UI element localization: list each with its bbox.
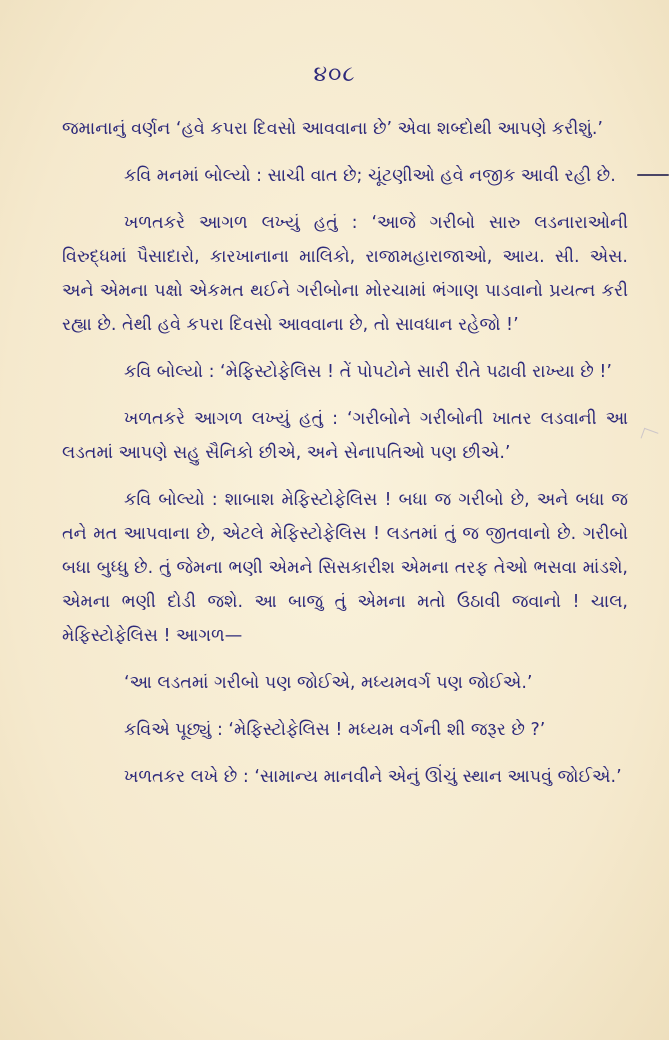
- paragraph-8: કવિએ પૂછ્યું : ‘મેફિસ્ટોફેલિસ ! મધ્યમ વર્ગની શી જરૂર છે ?’: [124, 720, 546, 740]
- page-number: ૪૦૮: [313, 62, 356, 87]
- paragraph-4: કવિ બોલ્યો : ‘મેફિસ્ટોફેલિસ ! તેં પોપટોને સારી રીતે પઢાવી રાખ્યા છે !’: [124, 362, 612, 382]
- body-text: [62, 112, 628, 807]
- paragraph-6: કવિ બોલ્યો : શાબાશ મેફિસ્ટોફેલિસ ! બધા જ ગરીબો છે, અને બધા જ તને મત આપવાના છે, એટલે મેફિસ્ટોફેલિસ ! લડતમાં તું જ જીતવાનો છે. ગરીબો બધા બુધ્ધુ છે. તું જેમના ભણી એમને સિસકારીશ એમના તરફ તેઓ ભસવા માંડશે, એમના ભણી દોડી જશે. આ બાજુ તું એમના મતો ઉઠાવી જવાનો ! ચાલ, મેફિસ્ટોફેલિસ ! આગળ—: [62, 490, 628, 646]
- paragraph-9: ખળતકર લખે છે : ‘સામાન્ય માનવીને એનું ઊંચું સ્થાન આપવું જોઈએ.’: [124, 767, 622, 787]
- margin-scratch: [641, 428, 659, 443]
- paragraph-5: ખળતકરે આગળ લખ્યું હતું : ‘ગરીબોને ગરીબોની ખાતર લડવાની આ લડતમાં આપણે સહુ સૈનિકો છીએ, અને સેનાપતિઓ પણ છીએ.’: [62, 409, 628, 463]
- margin-mark: [637, 174, 669, 176]
- paragraph-3: ખળતકરે આગળ લખ્યું હતું : ‘આજે ગરીબો સારુ લડનારાઓની વિરુદ્ધમાં પૈસાદારો, કારખાનાના માલિકો, રાજામહારાજાઓ, આય. સી. એસ. અને એમના પક્ષો એકમત થઈને ગરીબોના મોરચામાં ભંગાણ પાડવાનો પ્રયત્ન કરી રહ્યા છે. તેથી હવે કપરા દિવસો આવવાના છે, તો સાવધાન રહેજો !’: [62, 213, 628, 335]
- paragraph-1: જમાનાનું વર્ણન ‘હવે કપરા દિવસો આવવાના છે’ એવા શબ્દોથી આપણે કરીશું.’: [62, 119, 603, 139]
- paragraph-2: કવિ મનમાં બોલ્યો : સાચી વાત છે; ચૂંટણીઓ હવે નજીક આવી રહી છે.: [124, 166, 616, 186]
- paragraph-7: ‘આ લડતમાં ગરીબો પણ જોઈએ, મધ્યમવર્ગ પણ જોઈએ.’: [124, 673, 533, 693]
